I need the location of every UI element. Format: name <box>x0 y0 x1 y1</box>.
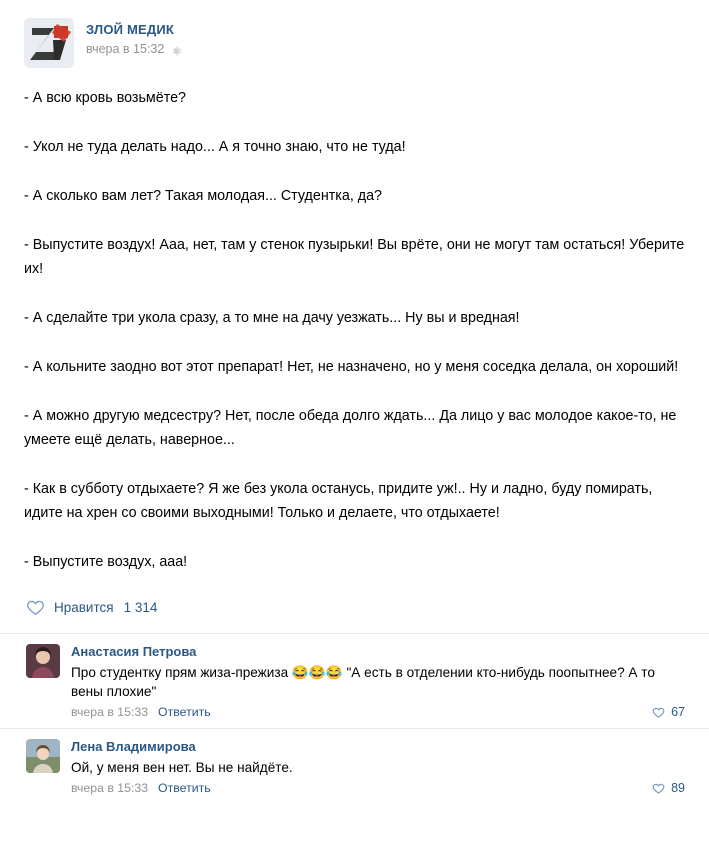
post-paragraph: - Выпустите воздух! Ааа, нет, там у стенок пузырьки! Вы врёте, они не могут там остаться! Уберите их! <box>24 237 685 277</box>
comment-body <box>71 739 685 795</box>
gear-icon <box>170 44 182 56</box>
comment-footer <box>71 705 685 719</box>
post-text <box>0 72 709 574</box>
comment-footer <box>71 781 685 795</box>
comment-text: Про студентку прям жиза-прежиза 😂😂😂 "А есть в отделении кто-нибудь поопытнее? А то вены плохие" <box>71 665 655 699</box>
heart-icon[interactable] <box>652 782 665 795</box>
heart-icon[interactable] <box>652 706 665 719</box>
comment-author[interactable]: Лена Владимирова <box>71 739 196 754</box>
comment-reply-button[interactable]: Ответить <box>158 705 211 719</box>
comment-author[interactable]: Анастасия Петрова <box>71 644 197 659</box>
post-paragraph: - А сколько вам лет? Такая молодая... Студентка, да? <box>24 188 383 204</box>
comment-like-count: 67 <box>671 705 685 719</box>
comment-time: вчера в 15:33 <box>71 705 149 719</box>
comment-like[interactable] <box>652 781 685 795</box>
post-paragraph: - Укол не туда делать надо... А я точно знаю, что не туда! <box>24 139 406 155</box>
likes-bar <box>0 574 709 633</box>
comments-list <box>0 633 709 804</box>
post-paragraph: - А можно другую медсестру? Нет, после обеда долго ждать... Да лицо у вас молодое какое-то, не умеете ещё делать, наверное... <box>24 408 677 448</box>
avatar[interactable] <box>26 644 60 678</box>
post-author-name[interactable]: ЗЛОЙ МЕДИК <box>86 22 175 37</box>
like-count: 1 314 <box>123 600 158 615</box>
like-label[interactable]: Нравится <box>54 600 114 615</box>
post-meta <box>86 42 182 57</box>
post-date[interactable]: вчера в 15:32 <box>86 42 165 56</box>
comment-body <box>71 644 685 719</box>
post-paragraph: - Как в субботу отдыхаете? Я же без укола останусь, придите уж!.. Ну и ладно, буду помирать, идите на хрен со своими выходными! Только и делаете, что отдыхаете! <box>24 481 653 521</box>
comment-reply-button[interactable]: Ответить <box>158 781 211 795</box>
community-avatar[interactable] <box>24 18 74 68</box>
post-header-text <box>86 18 182 57</box>
post-header <box>0 0 709 72</box>
comment-time: вчера в 15:33 <box>71 781 149 795</box>
comment-text: Ой, у меня вен нет. Вы не найдёте. <box>71 760 293 775</box>
heart-icon[interactable] <box>26 598 45 617</box>
post-paragraph: - А сделайте три укола сразу, а то мне на дачу уезжать... Ну вы и вредная! <box>24 310 520 326</box>
avatar[interactable] <box>26 739 60 773</box>
comment-item <box>0 728 709 804</box>
post-paragraph: - Выпустите воздух, ааа! <box>24 554 188 570</box>
comment-like-count: 89 <box>671 781 685 795</box>
post-paragraph: - А кольните заодно вот этот препарат! Нет, не назначено, но у меня соседка делала, он хороший! <box>24 359 679 375</box>
comment-like[interactable] <box>652 705 685 719</box>
post-paragraph: - А всю кровь возьмёте? <box>24 90 186 106</box>
comment-item <box>0 633 709 728</box>
